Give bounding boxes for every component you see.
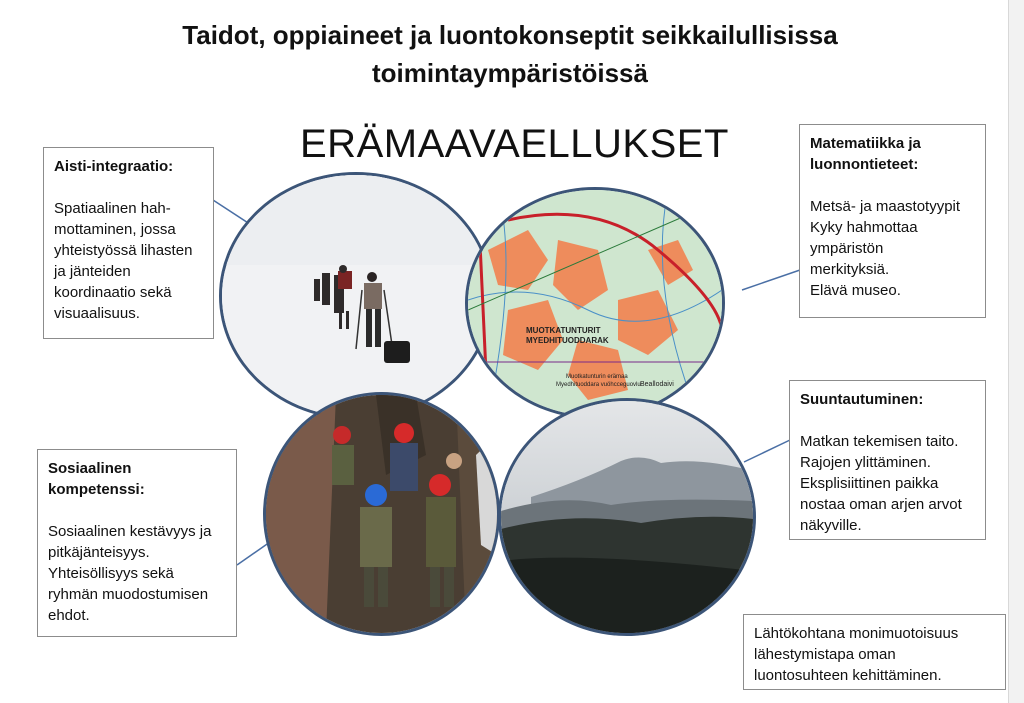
- box-sosiaalinen-heading: Sosiaalinen kompetenssi:: [48, 460, 145, 498]
- page-title: Taidot, oppiaineet ja luontokonseptit seikkailullisissa toimintaympäristöissä: [182, 20, 838, 88]
- map-label-wilderness-sami: Myedhituoddara vuöhcceguovlu: [556, 382, 641, 388]
- photo-winter-trek: [219, 172, 493, 420]
- box-aisti-body: Spatiaalinen hah- mottaminen, jossa yhteistyössä lihasten ja jänteiden koordinaatio sekä visuaalisuus.: [54, 200, 193, 322]
- box-matematiikka-heading: Matematiikka ja luonnontieteet:: [810, 135, 921, 173]
- box-aisti-integraatio: [43, 147, 214, 339]
- box-sosiaalinen-body: Sosiaalinen kestävyys ja pitkäjänteisyys. Yhteisöllisyys sekä ryhmän muodostumisen ehdot.: [48, 523, 212, 624]
- connector-suuntautuminen: [744, 440, 790, 462]
- connector-sosiaalinen: [237, 542, 270, 565]
- photo-climbing-group: [263, 392, 500, 636]
- photo-mountain-landscape: [498, 398, 756, 636]
- map-label-place: Beallodaivi: [640, 381, 674, 388]
- box-matematiikka: [799, 124, 986, 318]
- map-label-wilderness: Muotkatunturin erämaa: [566, 374, 628, 380]
- map-label-park: MUOTKATUNTURIT: [526, 326, 601, 335]
- box-lahtokohta-body: Lähtökohtana monimuotoisuus lähestymistapa oman luontosuhteen kehittäminen.: [754, 625, 959, 684]
- connector-matematiikka: [742, 270, 800, 290]
- box-suuntautuminen-body: Matkan tekemisen taito. Rajojen ylittäminen. Eksplisiittinen paikka nostaa oman arjen arvot näkyville.: [800, 433, 962, 534]
- box-suuntautuminen-heading: Suuntautuminen:: [800, 391, 924, 408]
- box-suuntautuminen: [789, 380, 986, 540]
- box-aisti-heading: Aisti-integraatio:: [54, 158, 174, 175]
- photo-topographic-map: [465, 187, 725, 419]
- page-subtitle: ERÄMAAVAELLUKSET: [300, 122, 729, 166]
- box-sosiaalinen-kompetenssi: [37, 449, 237, 637]
- box-matematiikka-body: Metsä- ja maastotyypit Kyky hahmottaa ympäristön merkityksiä. Elävä museo.: [810, 198, 961, 299]
- box-lahtokohta: [743, 614, 1006, 690]
- map-label-park-sami: MYEDHITUODDARAK: [526, 336, 609, 345]
